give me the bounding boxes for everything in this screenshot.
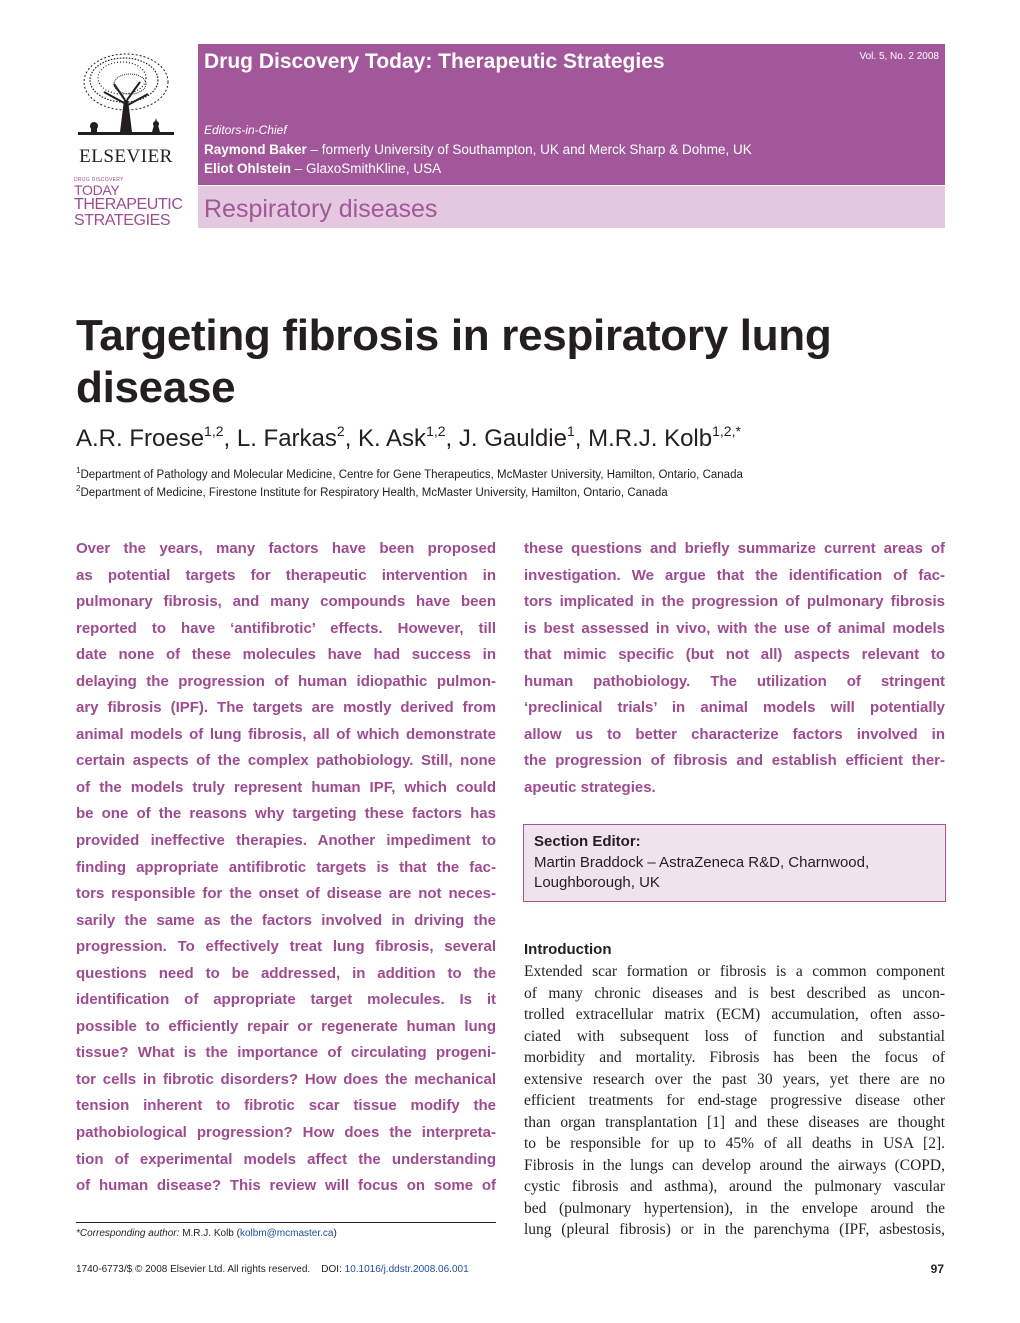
text-line: delaying the progression of human idiopathic pulmon- — [76, 672, 496, 690]
author-list — [76, 425, 741, 453]
text-line: Over the years, many factors have been proposed — [76, 540, 496, 557]
series-logo — [74, 177, 183, 229]
author-name: K. Ask — [358, 425, 427, 452]
author-name: M.R.J. Kolb — [588, 425, 713, 452]
text-line: tion of experimental models affect the understanding — [76, 1150, 496, 1168]
text-line: morbidity and mortality. Fibrosis has been the focus of — [524, 1049, 945, 1066]
text-line: as potential targets for therapeutic intervention in — [76, 566, 496, 584]
title-line: Targeting fibrosis in respiratory lung — [76, 311, 832, 360]
editor-name: Raymond Baker — [204, 142, 307, 157]
doi-label: DOI: — [321, 1264, 345, 1275]
volume-info: Vol. 5, No. 2 2008 — [859, 51, 939, 62]
footnote-close: ) — [333, 1228, 337, 1239]
introduction-heading: Introduction — [524, 941, 612, 958]
series-logo-line: TODAY — [74, 182, 120, 198]
footnote-rule — [76, 1222, 496, 1223]
text-line: ciated with subsequent loss of function and substantial — [524, 1027, 945, 1045]
elsevier-tree-icon — [74, 48, 178, 140]
text-line: tors implicated in the progression of pulmonary fibrosis — [524, 593, 945, 611]
affiliation-number: 1 — [76, 466, 81, 475]
text-line: sarily the same as the factors involved in driving the — [76, 911, 496, 929]
text-line: is best assessed in vivo, with the use of animal models — [524, 619, 945, 637]
footnote-name: M.R.J. Kolb ( — [182, 1228, 240, 1239]
text-line: ‘preclinical trials’ in animal models will potentially — [524, 699, 945, 717]
text-line: Fibrosis in the lungs can develop around the airways (COPD, — [524, 1156, 945, 1174]
author-separator: , — [445, 425, 459, 452]
text-line: ary fibrosis (IPF). The targets are mostly derived from — [76, 699, 496, 717]
text-line: apeutic strategies. — [524, 778, 656, 796]
text-line: provided ineffective therapies. Another impediment to — [76, 832, 496, 850]
text-line: trolled extracellular matrix (ECM) accumulation, often asso- — [524, 1006, 945, 1023]
text-line: pulmonary fibrosis, and many compounds have been — [76, 593, 496, 611]
section-editor-line: Martin Braddock – AstraZeneca R&D, Charnwood, — [534, 854, 870, 871]
email-link[interactable]: kolbm@mcmaster.ca — [239, 1228, 334, 1239]
text-line: possible to efficiently repair or regenerate human lung — [76, 1017, 496, 1035]
text-line: investigation. We argue that the identification of fac- — [524, 566, 945, 584]
author-affiliation-marker: 1,2 — [426, 423, 446, 439]
affiliation — [76, 466, 743, 481]
series-logo-line: STRATEGIES — [74, 212, 171, 229]
abstract-column-left — [76, 536, 496, 1200]
author-separator: , — [344, 425, 359, 452]
author-affiliation-marker: 1,2,* — [712, 423, 741, 439]
affiliation — [76, 484, 668, 499]
series-logo-line: DRUG DISCOVERY — [74, 177, 124, 183]
section-bar — [198, 186, 945, 228]
doi-link[interactable]: 10.1016/j.ddstr.2008.06.001 — [344, 1264, 469, 1275]
text-line: reported to have ‘antifibrotic’ effects. However, till — [76, 619, 496, 637]
text-line: be one of the reasons why targeting these factors has — [76, 805, 496, 823]
text-line: tors responsible for the onset of disease are not neces- — [76, 885, 496, 903]
footnote-label: *Corresponding author: — [76, 1228, 183, 1239]
text-line: tissue? What is the importance of circulating progeni- — [76, 1044, 496, 1062]
text-line: tension inherent to fibrotic scar tissue modify the — [76, 1097, 496, 1115]
text-line: than organ transplantation [1] and these diseases are thought — [524, 1113, 945, 1131]
publisher-name: ELSEVIER — [79, 146, 173, 167]
section-editor-line: Loughborough, UK — [534, 873, 660, 891]
text-line: lung (pleural fibrosis) or in the parenchyma (IPF, asbestosis, — [524, 1221, 945, 1238]
editors-label: Editors-in-Chief — [204, 123, 287, 137]
editor-in-chief — [204, 142, 752, 157]
text-line: allow us to better characterize factors involved in — [524, 725, 945, 743]
text-line: pathobiological progression? How does the interpreta- — [76, 1124, 496, 1142]
section-editor-box — [523, 824, 946, 902]
author-name: A.R. Froese — [76, 425, 205, 452]
author-name: J. Gauldie — [458, 425, 567, 452]
editor-affiliation: – GlaxoSmithKline, USA — [291, 161, 442, 176]
text-line: of human disease? This review will focus on some of — [76, 1177, 496, 1195]
editor-in-chief — [204, 161, 441, 176]
article-title — [76, 310, 936, 414]
text-line: bed (pulmonary hypertension), in the envelope around the — [524, 1199, 945, 1217]
affiliation-text: Department of Medicine, Firestone Institute for Respiratory Health, McMaster University, Hamilton, Ontario, Canada — [80, 486, 668, 499]
text-line: finding appropriate antifibrotic targets is that the fac- — [76, 858, 496, 876]
author-affiliation-marker: 1 — [566, 423, 575, 439]
text-line: questions need to be addressed, in addition to the — [76, 964, 496, 982]
introduction-body — [524, 961, 945, 1241]
abstract-column-right — [524, 536, 945, 801]
editor-name: Eliot Ohlstein — [204, 161, 292, 176]
text-line: of many chronic diseases and is best described as uncon- — [524, 984, 945, 1002]
text-line: tor cells in fibrotic disorders? How does the mechanical — [76, 1070, 496, 1088]
issn-copyright: 1740-6773/$ © 2008 Elsevier Ltd. All rights reserved. — [76, 1264, 311, 1275]
section-name: Respiratory diseases — [204, 195, 438, 223]
section-editor-label: Section Editor: — [534, 833, 641, 850]
text-line: efficient treatments for end-stage progressive disease other — [524, 1092, 945, 1109]
text-line: identification of appropriate target molecules. Is it — [76, 991, 496, 1009]
text-line: cystic fibrosis and asthma), around the pulmonary vascular — [524, 1178, 945, 1195]
page-footer — [76, 1264, 469, 1275]
journal-title: Drug Discovery Today: Therapeutic Strategies — [204, 50, 665, 73]
text-line: of the models truly represent human IPF, which could — [76, 778, 496, 796]
text-line: Extended scar formation or fibrosis is a common component — [524, 963, 945, 980]
elsevier-logo — [74, 48, 178, 168]
author-affiliation-marker: 2 — [336, 423, 345, 439]
text-line: the progression of fibrosis and establish efficient ther- — [524, 752, 945, 770]
text-line: animal models of lung fibrosis, all of which demonstrate — [76, 725, 496, 743]
affiliation-text: Department of Pathology and Molecular Medicine, Centre for Gene Therapeutics, McMaster University, Hamilton, Ontario, Canada — [80, 468, 743, 481]
editor-affiliation: – formerly University of Southampton, UK and Merck Sharp & Dohme, UK — [306, 142, 752, 157]
series-logo-line: THERAPEUTIC — [74, 196, 183, 213]
text-line: these questions and briefly summarize current areas of — [524, 540, 945, 557]
text-line: certain aspects of the complex pathobiology. Still, none — [76, 752, 496, 770]
author-affiliation-marker: 1,2 — [204, 423, 224, 439]
affiliation-number: 2 — [76, 484, 81, 493]
text-line: progression. To effectively treat lung fibrosis, several — [76, 938, 496, 956]
text-line: human pathobiology. The utilization of stringent — [524, 672, 945, 690]
page-number: 97 — [930, 1262, 944, 1276]
title-line: disease — [76, 363, 236, 412]
author-separator: , — [574, 425, 589, 452]
text-line: to be responsible for up to 45% of all deaths in USA [2]. — [524, 1135, 945, 1152]
text-line: date none of these molecules have had success in — [76, 646, 496, 664]
text-line: extensive research over the past 30 years, yet there are no — [524, 1070, 945, 1088]
journal-banner — [198, 44, 945, 185]
author-name: L. Farkas — [236, 425, 337, 452]
section-editor-text — [534, 853, 934, 892]
text-line: that mimic specific (but not all) aspects relevant to — [524, 646, 945, 664]
corresponding-author-footnote — [76, 1228, 337, 1239]
author-separator: , — [223, 425, 237, 452]
